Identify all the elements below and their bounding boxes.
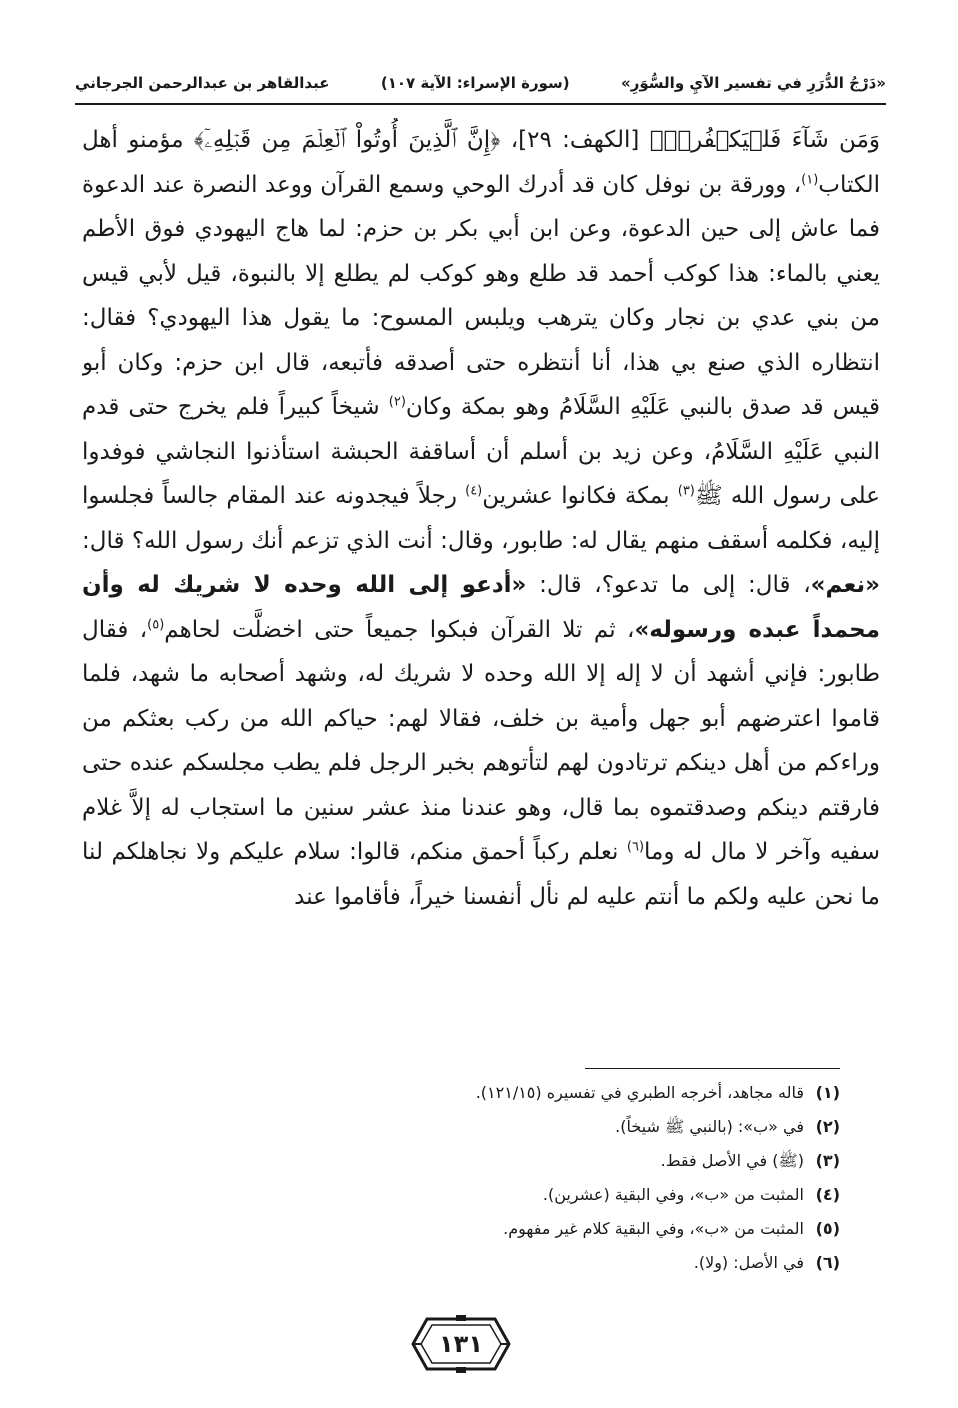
footnote [82, 1212, 840, 1246]
text-run: بمكة فكانوا عشرين [482, 483, 678, 509]
footnote-number: (١) [815, 1083, 840, 1102]
footnote [82, 1110, 840, 1144]
footnote-number: (٦) [815, 1253, 840, 1272]
footnote-number: (٣) [815, 1151, 840, 1170]
header-rule [75, 103, 886, 105]
book-title: «دَرْجُ الدُّرَرِ في تفسير الآيِ والسُّوَرِ» [621, 74, 886, 92]
footnote-marker: (١) [801, 171, 819, 187]
footnote [82, 1246, 840, 1280]
footnote-number: (٤) [815, 1185, 840, 1204]
footnote-text: في «ب»: (بالنبي ﷺ شيخاً). [615, 1117, 804, 1136]
text-run: ، قال: إلى ما تدعو؟، قال: [526, 572, 811, 598]
footnote [82, 1144, 840, 1178]
footnote-number: (٥) [815, 1219, 840, 1238]
author-name: عبدالقاهر بن عبدالرحمن الجرجاني [75, 74, 330, 92]
text-run: ، فقال طابور: فإني أشهد أن لا إله إلا الله وحده لا شريك له، وشهد أصحابه ما شهد، فلما قاموا اعترضهم أبو جهل وأمية بن خلف، فقالا لهم: حياكم الله من ركب بعثكم من وراءكم من أهل دينكم ترتادون لهم لتأتوهم بخبر الرجل فلم يطب مجلسكم عنده حتى فارقتم دينكم وصدقتموه بما قال، وهو عندنا منذ عشر سنين ما استجاب له إلاَّ غلام سفيه وآخر لا مال له وما [82, 616, 880, 865]
surah-reference: (سورة الإسراء: الآية ١٠٧) [380, 74, 570, 92]
footnote [82, 1076, 840, 1110]
footnote-number: (٢) [815, 1117, 840, 1136]
text-run: وَمَن شَآءَ فَلۡيَكۡفُرۡۚ﴾ [الكهف: ٢٩]، ﴿إِنَّ ٱلَّذِينَ أُوتُواْ ٱلۡعِلۡمَ مِن قَبۡلِهِۦٓ﴾ مؤمنو أهل الكتاب [82, 127, 880, 198]
bold-quote: «أدعو إلى الله وحده لا شريك له وأن محمداً عبده ورسوله» [82, 572, 880, 643]
main-text [82, 118, 880, 1058]
footnote-marker: (٤) [465, 483, 483, 499]
text-run: رجلاً فيجدونه عند المقام جالساً فجلسوا إليه، فكلمه أسقف منهم يقال له: طابور، وقال: أنت الذي تزعم أنك رسول الله؟ قال: [82, 483, 880, 554]
footnotes [82, 1076, 840, 1280]
footnote-text: المثبت من «ب»، وفي البقية كلام غير مفهوم. [503, 1219, 804, 1238]
bold-quote: «نعم» [810, 572, 880, 598]
footnote-separator [585, 1068, 840, 1069]
running-header [75, 66, 886, 100]
footnote-marker: (٥) [147, 616, 165, 632]
footnote-text: المثبت من «ب»، وفي البقية (عشرين). [542, 1185, 804, 1204]
page-number: ١٣١ [439, 1330, 483, 1358]
footnote-marker: (٦) [626, 839, 645, 855]
footnote-text: قاله مجاهد، أخرجه الطبري في تفسيره (١٢١/١٥). [475, 1083, 804, 1102]
text-run: شيخاً كبيراً فلم يخرج حتى قدم النبي عَلَيْهِ السَّلَامُ، وعن زيد بن أسلم أن أساقفة الحبشة استأذنوا النجاشي فوفدوا على رسول الله ﷺ [82, 394, 880, 509]
text-run: ، ثم تلا القرآن فبكوا جميعاً حتى اخضلَّت لحاهم [164, 616, 635, 643]
footnote-marker: (٢) [388, 394, 406, 410]
footnote-text: في الأصل: (ولا). [693, 1253, 804, 1272]
text-run: نعلم ركباً أحمق منكم، قالوا: سلام عليكم ولا نجاهلكم لنا ما نحن عليه ولكم ما أنتم عليه لم نأل أنفسنا خيراً، فأقاموا عند [82, 839, 880, 910]
footnote-marker: (٣) [677, 483, 695, 499]
text-run: ، وورقة بن نوفل كان قد أدرك الوحي وسمع القرآن ووعد النصرة عند الدعوة فما عاش إلى حين الدعوة، وعن ابن أبي بكر بن حزم: لما هاج اليهودي فوق الأطم يعني بالماء: هذا كوكب أحمد قد طلع وهو كوكب لم يطلع إلا بالنبوة، قيل لأبي قيس من بني عدي بن نجار وكان يترهب ويلبس المسوح: ما يقول هذا اليهودي؟ فقال: انتظاره الذي صنع بي هذا، أنا أنتظره حتى أصدقه فأتبعه، قال ابن حزم: وكان أبو قيس قد صدق بالنبي عَلَيْهِ السَّلَامُ وهو بمكة وكان [82, 171, 880, 420]
footnote [82, 1178, 840, 1212]
footnote-text: (ﷺ) في الأصل فقط. [660, 1151, 804, 1170]
page-number-ornament [409, 1313, 513, 1375]
